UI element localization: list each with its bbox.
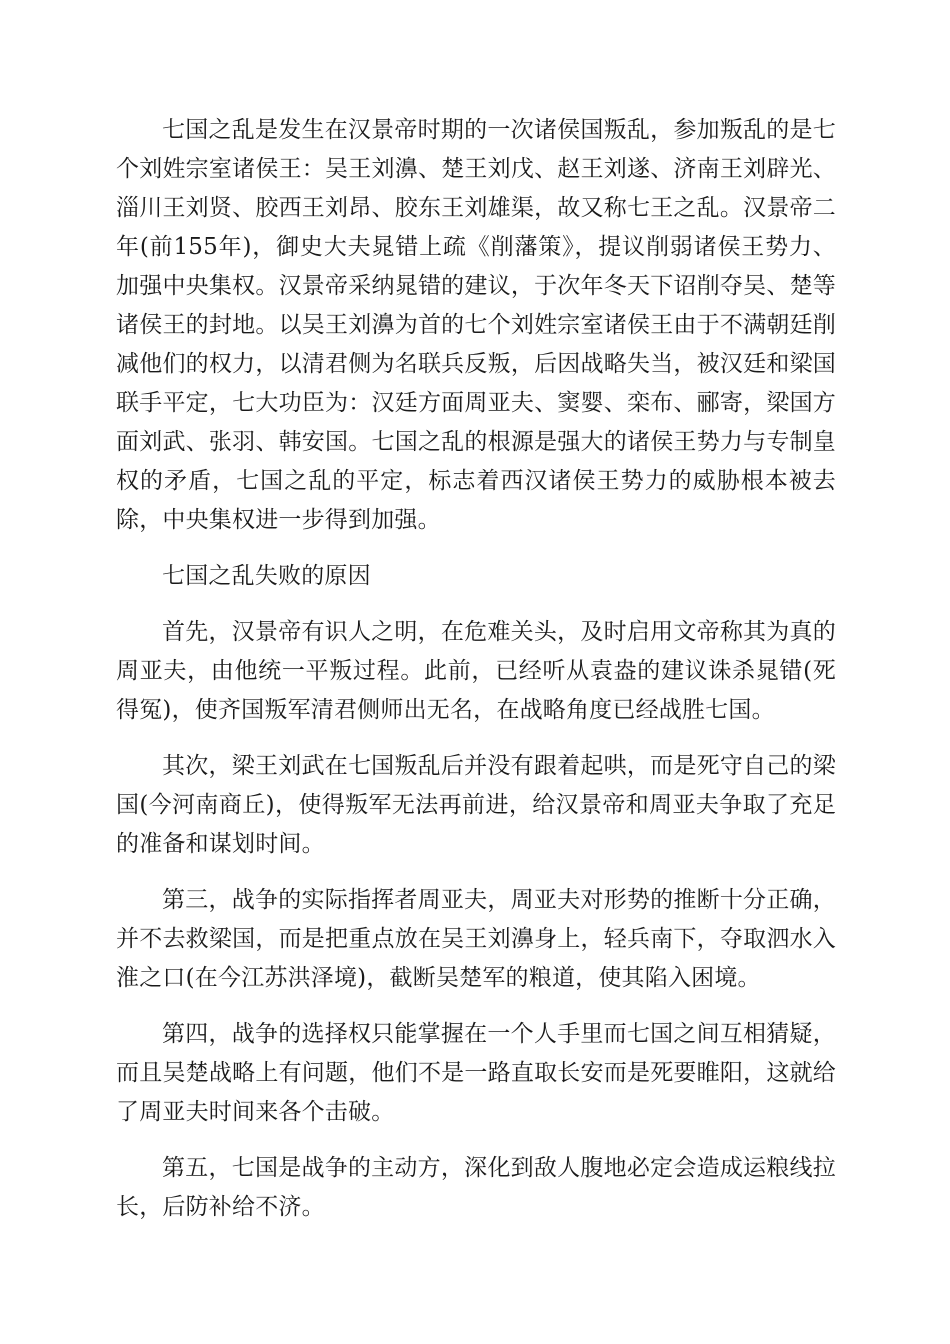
reason-paragraph-1: 首先，汉景帝有识人之明，在危难关头，及时启用文帝称其为真的周亚夫，由他统一平叛过程。此前，已经听从袁盎的建议诛杀晁错(死得冤)，使齐国叛军清君侧师出无名，在战略角度已经战胜七国。 <box>116 619 836 723</box>
reason-paragraph-5: 第五，七国是战争的主动方，深化到敌人腹地必定会造成运粮线拉长，后防补给不济。 <box>116 1155 836 1220</box>
section-heading: 七国之乱失败的原因 <box>162 563 371 589</box>
reason-paragraph-2: 其次，梁王刘武在七国叛乱后并没有跟着起哄，而是死守自己的梁国(今河南商丘)，使得叛军无法再前进，给汉景帝和周亚夫争取了充足的准备和谋划时间。 <box>116 753 836 857</box>
document-body <box>116 111 836 1244</box>
reason-paragraph-4: 第四，战争的选择权只能掌握在一个人手里而七国之间互相猜疑，而且吴楚战略上有问题，他们不是一路直取长安而是死要睢阳，这就给了周亚夫时间来各个击破。 <box>116 1021 836 1125</box>
intro-paragraph: 七国之乱是发生在汉景帝时期的一次诸侯国叛乱，参加叛乱的是七个刘姓宗室诸侯王：吴王刘濞、楚王刘戊、赵王刘遂、济南王刘辟光、淄川王刘贤、胶西王刘昂、胶东王刘雄渠，故又称七王之乱。汉景帝二年(前155年)，御史大夫晁错上疏《削藩策》，提议削弱诸侯王势力、加强中央集权。汉景帝采纳晁错的建议，于次年冬天下诏削夺吴、楚等诸侯王的封地。以吴王刘濞为首的七个刘姓宗室诸侯王由于不满朝廷削减他们的权力，以清君侧为名联兵反叛，后因战略失当，被汉廷和梁国联手平定，七大功臣为：汉廷方面周亚夫、窦婴、栾布、郦寄，梁国方面刘武、张羽、韩安国。七国之乱的根源是强大的诸侯王势力与专制皇权的矛盾，七国之乱的平定，标志着西汉诸侯王势力的威胁根本被去除，中央集权进一步得到加强。 <box>116 117 836 533</box>
reason-paragraph-3: 第三，战争的实际指挥者周亚夫，周亚夫对形势的推断十分正确，并不去救梁国，而是把重点放在吴王刘濞身上，轻兵南下，夺取泗水入淮之口(在今江苏洪泽境)，截断吴楚军的粮道，使其陷入困境。 <box>116 887 836 991</box>
